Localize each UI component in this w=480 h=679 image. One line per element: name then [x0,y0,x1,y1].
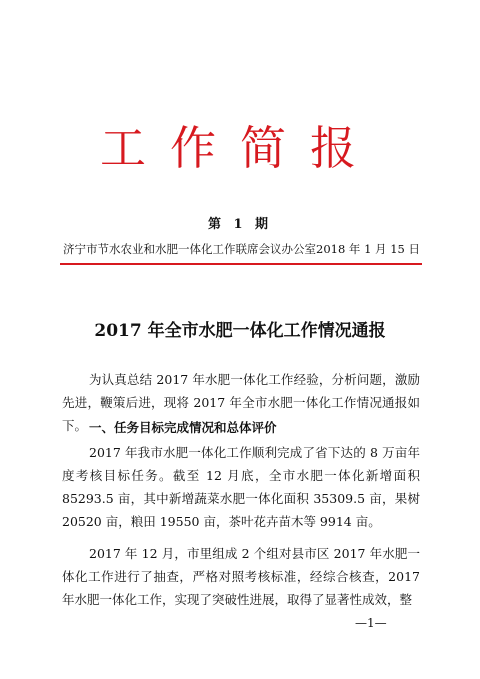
section-1-heading: 一、任务目标完成情况和总体评价 [89,420,277,435]
issue-number: 第 1 期 [207,217,273,232]
issuing-office: 济宁市节水农业和水肥一体化工作联席会议办公室 [63,242,316,256]
page-number: —1— [355,616,387,630]
section-1-paragraph-2: 2017 年 12 月，市里组成 2 个组对县市区 2017 年水肥一体化工作进行了抽查，严格对照考核标准，经综合核查，2017 年水肥一体化工作，实现了突破性进展，取得了显著性成效，整 [62,546,420,607]
masthead-title: 工作简报 [100,121,380,175]
section-paragraph [62,441,420,533]
section-paragraph [62,542,420,611]
section-1-paragraph-1: 2017 年我市水肥一体化工作顺利完成了省下达的 8 万亩年度考核目标任务。截至 12 月底，全市水肥一体化新增面积 85293.5 亩，其中新增蔬菜水肥一体化面积 35309.5 亩，果树 20520 亩，粮田 19550 亩，茶叶花卉苗木等 9914 亩。 [62,445,420,529]
section-heading [62,416,420,439]
issue-date: 2018 年 1 月 15 日 [316,242,420,256]
document-title: 2017 年全市水肥一体化工作情况通报 [94,321,386,341]
red-divider [60,263,422,265]
issuer-line [63,241,418,257]
intro-text: 为认真总结 2017 年水肥一体化工作经验，分析问题，激励先进，鞭策后进，现将 2017 年全市水肥一体化工作情况通报如下。 [62,372,420,433]
